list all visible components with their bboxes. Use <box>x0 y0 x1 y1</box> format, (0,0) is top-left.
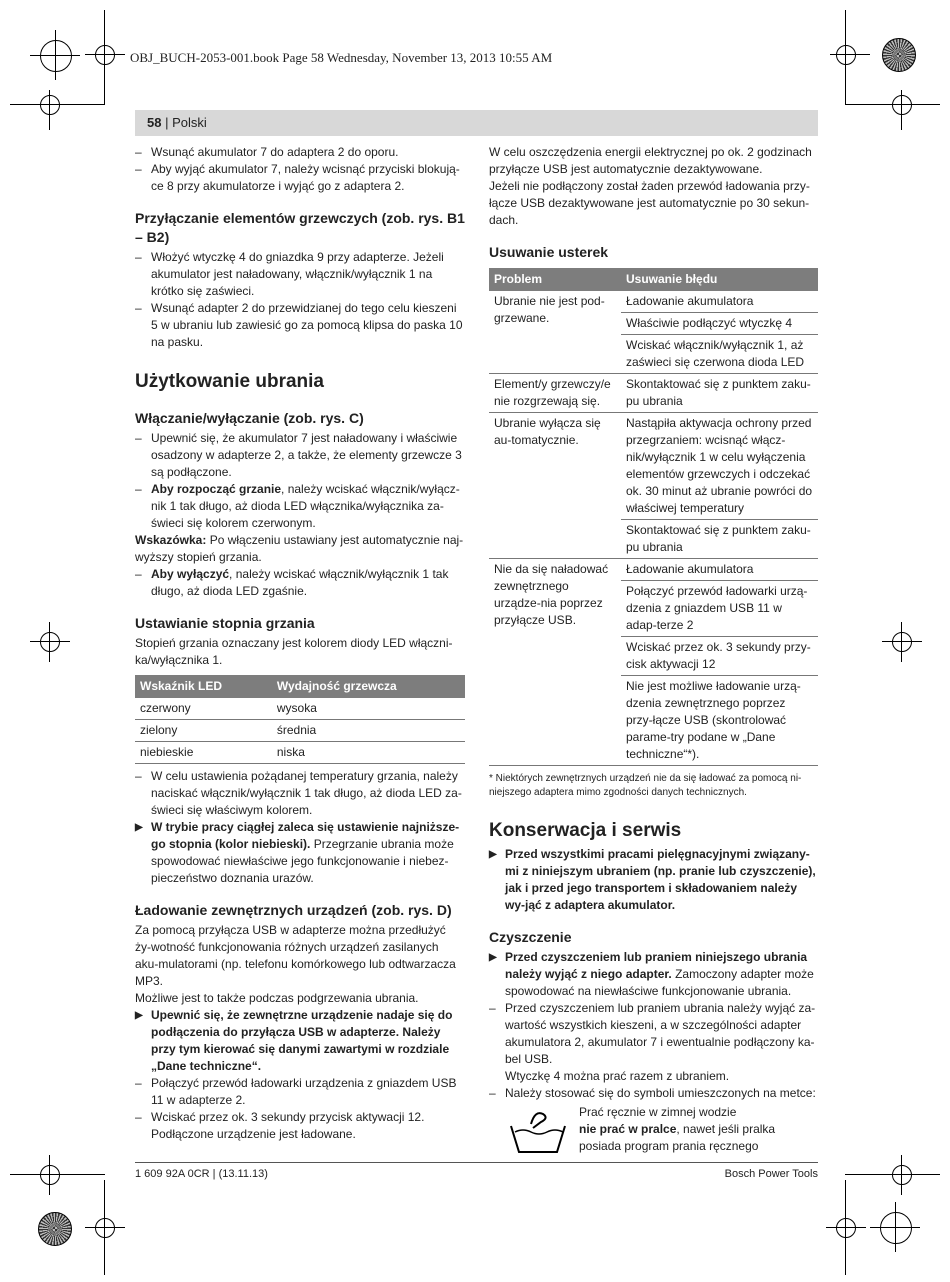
list-item: – Połączyć przewód ładowarki urządzenia z gniazdem USB 11 w adapterze 2. <box>135 1075 465 1109</box>
paragraph: W celu oszczędzenia energii elektrycznej po ok. 2 godzinach przyłącze USB jest automatycznie dezaktywowane. <box>489 145 812 176</box>
print-header: OBJ_BUCH-2053-001.book Page 58 Wednesday, November 13, 2013 10:55 AM <box>130 50 553 65</box>
register-mark-icon <box>40 95 60 115</box>
paragraph: Za pomocą przyłącza USB w adapterze można przedłużyć ży-wotność funkcjonowania różnych urządzeń zasilanych aku-mulatorami (np. telefonu komórkowego lub odtwarzacza MP3. <box>135 923 456 988</box>
table-row: Ubranie wyłącza się au-tomatycznie. Nastąpiła aktywacja ochrony przed przegrzaniem: wcisnąć włącz-nik/wyłącznik 1 w celu wyłączenia elementów grzewczych i odczekać ok. 30 minut aż ubranie powróci do właściwej temperatury <box>489 413 818 520</box>
table-row: Nie jest możliwe ładowanie urzą-dzenia zewnętrznego poprzez przy-łącze USB (skontrolować parame-try podane w „Dane techniczne“*). <box>489 676 818 766</box>
footer-divider <box>135 1162 818 1163</box>
hand-wash-icon <box>507 1108 569 1156</box>
wash-instruction: Prać ręcznie w zimnej wodzie <box>579 1105 737 1119</box>
table-header: Wydajność grzewcza <box>272 675 465 698</box>
table-header: Problem <box>489 268 621 291</box>
register-mark-icon <box>892 1165 912 1185</box>
register-mark-icon <box>892 95 912 115</box>
table-header: Wskaźnik LED <box>135 675 272 698</box>
paragraph: Możliwe jest to także podczas podgrzewania ubrania. <box>135 991 419 1005</box>
register-mark-icon <box>95 1218 115 1238</box>
list-item: – W celu ustawienia pożądanej temperatury grzania, należy naciskać włącznik/wyłącznik 1 tak długo, aż dioda LED za-świeci się właściwym kolorem. <box>135 768 465 819</box>
register-mark-icon <box>892 632 912 652</box>
color-wheel-icon <box>882 38 916 72</box>
register-mark-icon <box>836 1218 856 1238</box>
table-row: Wciskać włącznik/wyłącznik 1, aż zaświeci się czerwona dioda LED <box>489 335 818 374</box>
register-mark-icon <box>40 1165 60 1185</box>
warning-item: ▶ Upewnić się, że zewnętrzne urządzenie nadaje się do podłączenia do przyłącza USB w adapterze. Należy przy tym kierować się danymi zawartymi w rozdziale „Dane techniczne“. <box>135 1007 465 1075</box>
register-mark-icon <box>40 632 60 652</box>
section-heading: Przyłączanie elementów grzewczych (zob. rys. B1 – B2) <box>135 210 465 245</box>
left-column <box>135 144 465 1143</box>
table-row: zielony średnia <box>135 720 465 742</box>
crop-circle-icon <box>880 1212 912 1244</box>
section-heading: Ładowanie zewnętrznych urządzeń (zob. rys. D) <box>135 902 452 918</box>
footer-brand: Bosch Power Tools <box>724 1168 818 1180</box>
table-row: Właściwie podłączyć wtyczkę 4 <box>489 313 818 335</box>
section-heading: Czyszczenie <box>489 929 572 945</box>
right-column <box>489 144 818 1162</box>
register-mark-icon <box>95 45 115 65</box>
chapter-heading: Konserwacja i serwis <box>489 820 682 841</box>
page-language: Polski <box>172 115 207 130</box>
footer-code: 1 609 92A 0CR | (13.11.13) <box>135 1168 268 1180</box>
footnote: * Niektórych zewnętrznych urządzeń nie da się ładować za pomocą ni-niejszego adaptera mimo zgodności danych technicznych. <box>489 773 802 798</box>
register-mark-icon <box>836 45 856 65</box>
section-heading: Usuwanie usterek <box>489 244 609 260</box>
paragraph: Wtyczkę 4 można prać razem z ubraniem. <box>505 1069 730 1083</box>
page-number: 58 <box>147 115 162 130</box>
table-header: Usuwanie błędu <box>621 268 818 291</box>
warning-item: ▶ W trybie pracy ciągłej zaleca się ustawienie najniższe-go stopnia (kolor niebieski). Przegrzanie ubrania może spowodować niewłaściwe jego funkcjonowanie i niebez-pieczeństwo doznania urazów. <box>135 819 465 887</box>
wash-instruction: nie prać w pralce, nawet jeśli pralka posiada program prania ręcznego <box>579 1122 776 1153</box>
led-table <box>135 675 465 764</box>
note-paragraph: Wskazówka: Po włączeniu ustawiany jest automatycznie naj-wyższy stopień grzania. <box>135 533 464 564</box>
list-item: – Wsunąć adapter 2 do przewidzianej do tego celu kieszeni 5 w ubraniu lub zawiesić go za pomocą klipsa do paska 10 na pasku. <box>135 300 465 351</box>
color-wheel-icon <box>38 1212 72 1246</box>
chapter-heading: Użytkowanie ubrania <box>135 371 324 392</box>
section-heading: Włączanie/wyłączanie (zob. rys. C) <box>135 410 364 426</box>
list-item: – Wsunąć akumulator 7 do adaptera 2 do oporu. <box>135 144 465 161</box>
table-row: Ubranie nie jest pod-grzewane. Ładowanie akumulatora <box>489 291 818 313</box>
paragraph: Stopień grzania oznaczany jest kolorem diody LED włączni-ka/wyłącznika 1. <box>135 636 453 667</box>
list-item: – Aby wyjąć akumulator 7, należy wcisnąć przyciski blokują-ce 8 przy akumulatorze i wyjąć go z adaptera 2. <box>135 161 465 195</box>
list-item: – Przed czyszczeniem lub praniem ubrania należy wyjąć za-wartość wszystkich kieszeni, a w szczególności adapter akumulatora 2, akumulator 7 i ewentualnie podłączony ka-bel USB. <box>489 1000 818 1068</box>
list-item: – Upewnić się, że akumulator 7 jest naładowany i właściwie osadzony w adapterze 2, a także, że elementy grzewcze 3 są podłączone. <box>135 430 465 481</box>
list-item: – Należy stosować się do symboli umieszczonych na metce: <box>489 1085 818 1102</box>
warning-item: ▶ Przed czyszczeniem lub praniem niniejszego ubrania należy wyjąć z niego adapter. Zamoczony adapter może spowodować na niewłaściwe funkcjonowanie ubrania. <box>489 949 818 1000</box>
table-row: Połączyć przewód ładowarki urzą-dzenia z gniazdem USB 11 w adap-terze 2 <box>489 581 818 637</box>
wash-symbol-row <box>489 1104 818 1162</box>
table-row: Element/y grzewczy/e nie rozgrzewają się. Skontaktować się z punktem zaku-pu ubrania <box>489 374 818 413</box>
troubleshooting-table <box>489 268 818 766</box>
table-row: Skontaktować się z punktem zaku-pu ubrania <box>489 520 818 559</box>
crop-circle-icon <box>40 40 72 72</box>
list-item: – Aby rozpocząć grzanie, należy wciskać włącznik/wyłącz-nik 1 tak długo, aż dioda LED włącznika/wyłącznika za-świeci się kolorem czerwonym. <box>135 481 465 532</box>
table-row: niebieskie niska <box>135 742 465 764</box>
warning-item: ▶ Przed wszystkimi pracami pielęgnacyjnymi związany-mi z niniejszym ubraniem (np. pranie lub czyszczenie), jak i przed jego transportem i składowaniem należy wy-jąć z adaptera akumulator. <box>489 846 818 914</box>
table-row: czerwony wysoka <box>135 698 465 720</box>
paragraph: Jeżeli nie podłączony został żaden przewód ładowania przy-łącze USB dezaktywowane jest automatycznie po 30 sekun-dach. <box>489 179 810 227</box>
section-heading: Ustawianie stopnia grzania <box>135 615 315 631</box>
list-item: – Włożyć wtyczkę 4 do gniazdka 9 przy adapterze. Jeżeli akumulator jest naładowany, włącznik/wyłącznik 1 na krótko się zaświeci. <box>135 249 465 300</box>
table-row: Nie da się naładować zewnętrznego urządze-nia poprzez przyłącze USB. Ładowanie akumulatora <box>489 559 818 581</box>
page-header-bar: 58 | Polski <box>135 110 818 136</box>
list-item: – Wciskać przez ok. 3 sekundy przycisk aktywacji 12. Podłączone urządzenie jest ładowane. <box>135 1109 465 1143</box>
table-row: Wciskać przez ok. 3 sekundy przy-cisk aktywacji 12 <box>489 637 818 676</box>
list-item: – Aby wyłączyć, należy wciskać włącznik/wyłącznik 1 tak długo, aż dioda LED zgaśnie. <box>135 566 465 600</box>
